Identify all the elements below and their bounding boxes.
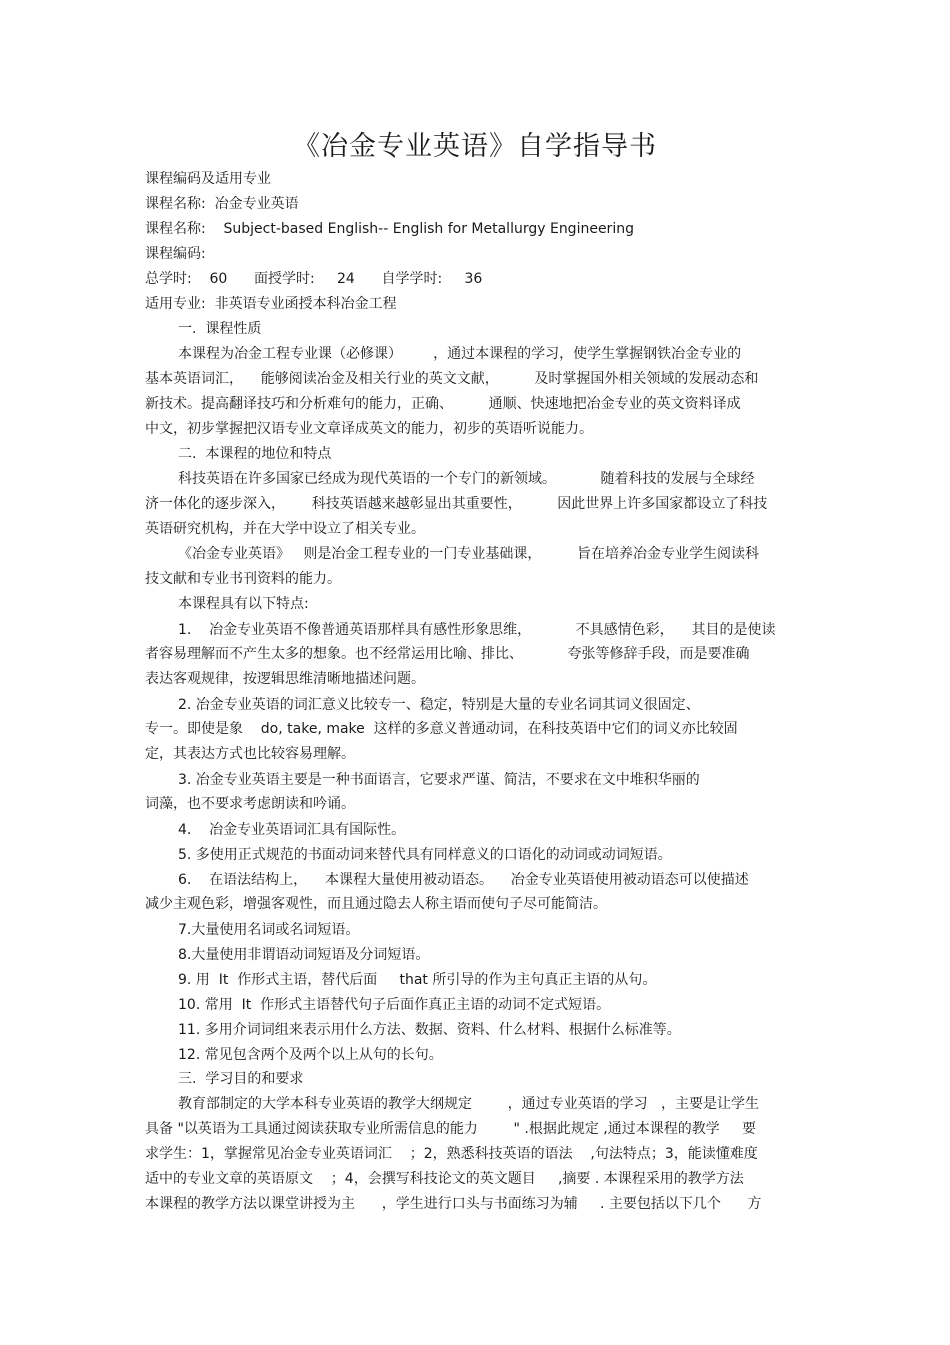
text-line: 课程名称: Subject-based English-- English for Metallurgy Engineering [145, 221, 634, 237]
list-item: 5. 多使用正式规范的书面动词来替代具有同样意义的口语化的动词或动词短语。 [178, 847, 672, 863]
text-line: 中文，初步掌握把汉语专业文章译成英文的能力，初步的英语听说能力。 [145, 421, 593, 437]
text-line: 济一体化的逐步深入， 科技英语越来越彰显出其重要性， 因此世界上许多国家都设立了科技 [145, 496, 768, 512]
section-heading: 二. 本课程的地位和特点 [178, 446, 332, 462]
text-line: 适用专业: 非英语专业函授本科冶金工程 [145, 296, 397, 312]
text-line: 技文献和专业书刊资料的能力。 [145, 571, 341, 587]
text-line: 定，其表达方式也比较容易理解。 [145, 746, 355, 762]
list-item: 1. 冶金专业英语不像普通英语那样具有感性形象思维， 不具感情色彩， 其目的是使读 [178, 622, 776, 638]
text-line: 者容易理解而不产生太多的想象。也不经常运用比喻、排比、 夸张等修辞手段，而是要准确 [145, 646, 750, 662]
list-item: 10. 常用 It 作形式主语替代句子后面作真正主语的动词不定式短语。 [178, 997, 611, 1013]
list-item: 2. 冶金专业英语的词汇意义比较专一、稳定，特别是大量的专业名词其词义很固定、 [178, 697, 700, 713]
text-line: 课程名称: 冶金专业英语 [145, 196, 299, 212]
text-line: 适中的专业文章的英语原文 ；4，会撰写科技论文的英文题目 ,摘要 . 本课程采用的教学方法 [145, 1171, 744, 1187]
list-item: 6. 在语法结构上， 本课程大量使用被动语态。 冶金专业英语使用被动语态可以使描述 [178, 872, 749, 888]
text-line: 具备 "以英语为工具通过阅读获取专业所需信息的能力 " .根据此规定 ,通过本课程的教学 要 [145, 1121, 756, 1137]
list-item: 3. 冶金专业英语主要是一种书面语言，它要求严谨、简洁，不要求在文中堆积华丽的 [178, 772, 700, 788]
text-line: 专一。即使是象 do, take, make 这样的多意义普通动词，在科技英语中它们的词义亦比较固 [145, 721, 738, 737]
list-item: 7.大量使用名词或名词短语。 [178, 922, 360, 938]
text-line: 本课程具有以下特点: [178, 596, 309, 612]
text-line: 科技英语在许多国家已经成为现代英语的一个专门的新领域。 随着科技的发展与全球经 [178, 471, 755, 487]
text-line: 课程编码: [145, 246, 206, 262]
list-item: 8.大量使用非谓语动词短语及分词短语。 [178, 947, 430, 963]
list-item: 4. 冶金专业英语词汇具有国际性。 [178, 822, 406, 838]
text-line: 新技术。提高翻译技巧和分析难句的能力，正确、 通顺、快速地把冶金专业的英文资料译成 [145, 396, 741, 412]
list-item: 11. 多用介词词组来表示用什么方法、数据、资料、什么材料、根据什么标准等。 [178, 1022, 681, 1038]
text-line: 求学生：1，掌握常见冶金专业英语词汇 ；2，熟悉科技英语的语法 ,句法特点；3，能读懂难度 [145, 1146, 758, 1162]
text-line: 表达客观规律，按逻辑思维清晰地描述问题。 [145, 671, 425, 687]
text-line: 《冶金专业英语》 则是冶金工程专业的一门专业基础课， 旨在培养冶金专业学生阅读科 [178, 546, 759, 562]
text-line: 词藻，也不要求考虑朗读和吟诵。 [145, 796, 355, 812]
document-title: 《冶金专业英语》自学指导书 [293, 131, 657, 162]
section-heading: 一. 课程性质 [178, 321, 262, 337]
text-line: 本课程为冶金工程专业课（必修课） ，通过本课程的学习，使学生掌握钢铁冶金专业的 [178, 346, 742, 362]
text-line: 教育部制定的大学本科专业英语的教学大纲规定 ，通过专业英语的学习 ，主要是让学生 [178, 1096, 759, 1112]
list-item: 9. 用 It 作形式主语，替代后面 that 所引导的作为主句真正主语的从句。 [178, 972, 657, 988]
text-line: 课程编码及适用专业 [145, 171, 271, 187]
text-line: 减少主观色彩，增强客观性，而且通过隐去人称主语而使句子尽可能简洁。 [145, 896, 607, 912]
section-heading: 三. 学习目的和要求 [178, 1071, 304, 1087]
list-item: 12. 常见包含两个及两个以上从句的长句。 [178, 1047, 443, 1063]
text-line: 基本英语词汇， 能够阅读冶金及相关行业的英文文献， 及时掌握国外相关领域的发展动态和 [145, 371, 759, 387]
text-line: 英语研究机构，并在大学中设立了相关专业。 [145, 521, 425, 537]
text-line: 总学时: 60 面授学时: 24 自学学时: 36 [145, 271, 483, 287]
text-line: 本课程的教学方法以课堂讲授为主 ，学生进行口头与书面练习为辅 . 主要包括以下几个 方 [145, 1196, 762, 1212]
